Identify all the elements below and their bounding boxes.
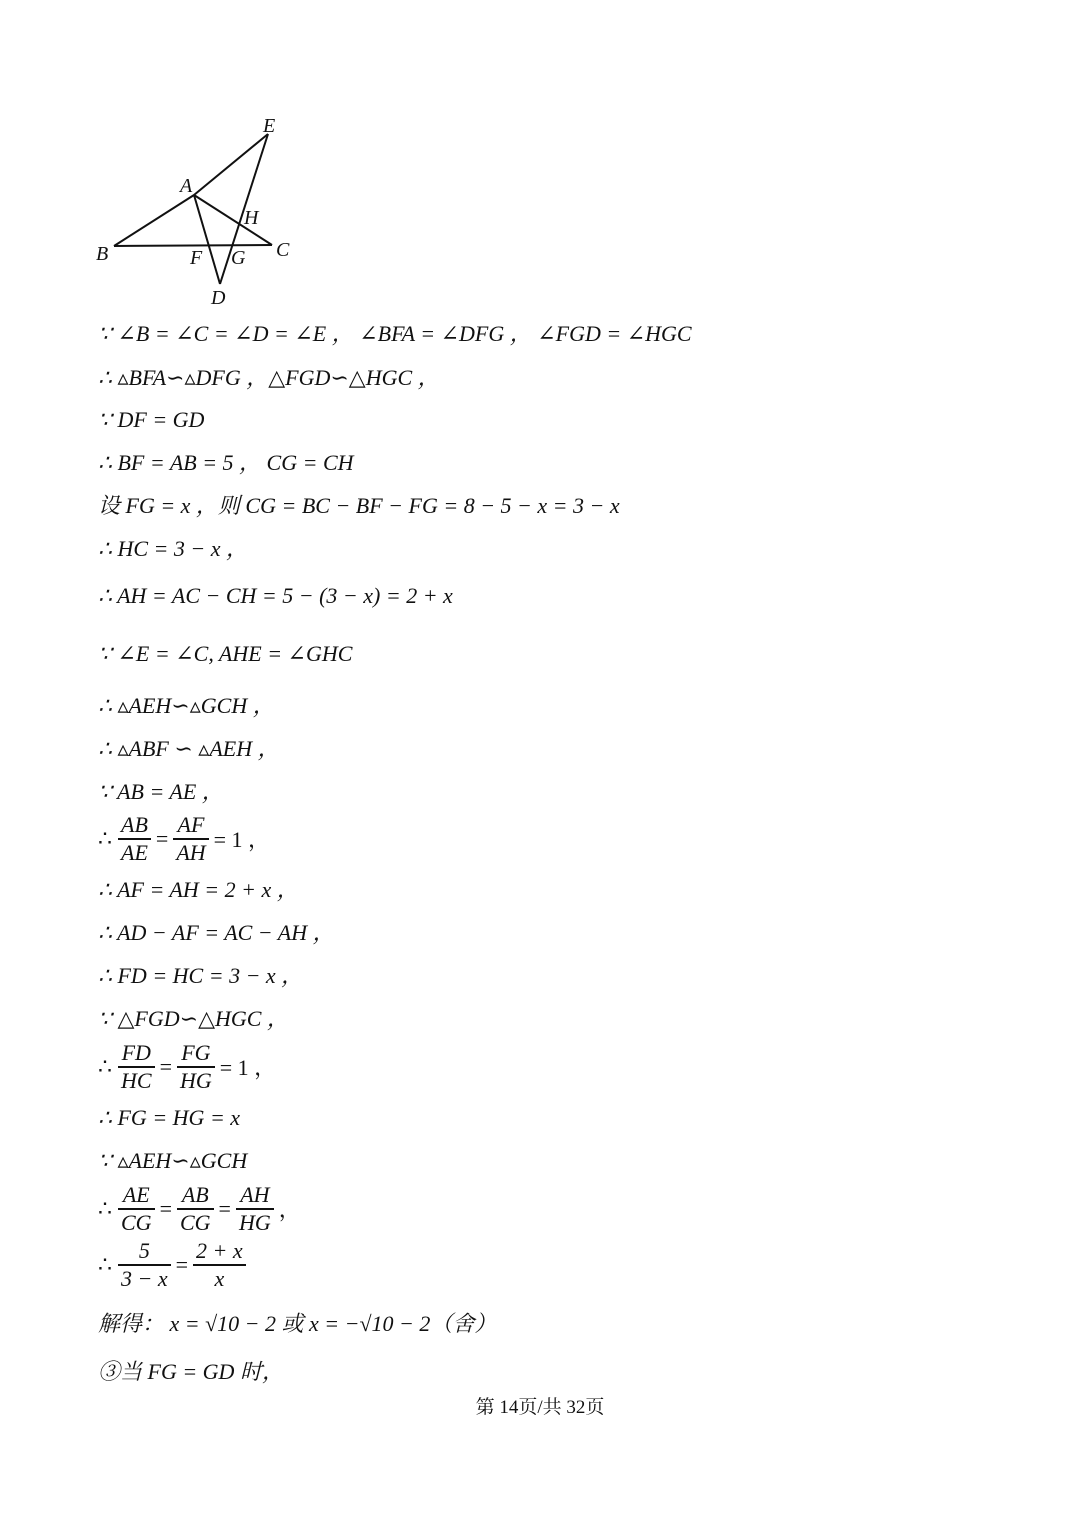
numerator: FD: [121, 1040, 151, 1065]
denominator: AH: [176, 839, 206, 865]
proof-line: ∴ AH = AC − CH = 5 − (3 − x) = 2 + x: [98, 583, 453, 608]
denominator: CG: [121, 1209, 152, 1235]
proof-line: ∴ ▵BFA∽▵DFG ，△FGD∽△HGC ，: [98, 365, 440, 390]
denominator: x: [214, 1265, 225, 1291]
therefore-symbol: ∴: [98, 1053, 112, 1079]
equals-sign: =: [218, 1195, 231, 1221]
fraction: [118, 1238, 171, 1292]
equation-tail: = 1 ，: [219, 1055, 277, 1081]
proof-line: 解得： x = √10 − 2 或 x = −√10 − 2（舍）: [98, 1311, 497, 1336]
numerator: AH: [240, 1182, 270, 1207]
label-d: D: [211, 287, 226, 309]
label-e: E: [263, 115, 276, 137]
denominator: 3 − x: [121, 1265, 168, 1291]
segment-ae: [194, 134, 268, 195]
proof-line: ∴ FG = HG = x: [98, 1105, 241, 1130]
proof-line: ∴ ▵ABF ∽ ▵AEH ，: [98, 736, 280, 761]
numerator: 5: [138, 1238, 150, 1263]
equation-tail: ，: [278, 1197, 301, 1223]
proof-line: ∵ ∠B = ∠C = ∠D = ∠E ， ∠BFA = ∠DFG ， ∠FGD = ∠HGC: [98, 321, 692, 346]
label-a: A: [180, 175, 193, 197]
equals-sign: =: [159, 1195, 172, 1221]
fraction-equation: [98, 1182, 304, 1236]
label-g: G: [231, 247, 246, 269]
segment-bc: [114, 245, 272, 246]
fraction-equation: [98, 1238, 248, 1292]
page-footer: 第 14页/共 32页: [475, 1397, 605, 1418]
label-b: B: [96, 243, 109, 265]
fraction: [177, 1182, 214, 1236]
denominator: CG: [179, 1209, 211, 1235]
fraction: [173, 812, 208, 866]
equals-sign: =: [175, 1251, 189, 1277]
numerator: AE: [122, 1182, 150, 1207]
proof-line: ∵ DF = GD: [98, 407, 205, 432]
proof-line: ∴ ▵AEH∽▵GCH ，: [98, 693, 275, 718]
label-f: F: [190, 247, 203, 269]
denominator: HG: [238, 1209, 271, 1235]
fraction: [193, 1238, 246, 1292]
segment-ba: [114, 195, 194, 246]
fraction: [236, 1182, 274, 1236]
triangle-figure: [88, 108, 318, 318]
denominator: HG: [179, 1067, 212, 1093]
proof-line: ∵ ▵AEH∽▵GCH: [98, 1148, 248, 1173]
numerator: 2 + x: [196, 1238, 243, 1263]
numerator: AF: [177, 812, 205, 837]
equals-sign: =: [155, 825, 169, 851]
numerator: FG: [181, 1040, 211, 1065]
denominator: AE: [121, 839, 148, 865]
label-c: C: [276, 239, 290, 261]
fraction: [118, 812, 151, 866]
numerator: AB: [121, 812, 148, 837]
fraction: [118, 1040, 155, 1094]
proof-line: ∴ BF = AB = 5 ， CG = CH: [98, 450, 354, 475]
proof-line: ∴ FD = HC = 3 − x ，: [98, 963, 304, 988]
fraction-equation: [98, 1040, 279, 1094]
therefore-symbol: ∴: [98, 825, 112, 851]
equation-tail: = 1 ，: [213, 827, 271, 853]
fraction: [118, 1182, 155, 1236]
equals-sign: =: [159, 1053, 172, 1079]
proof-line: ∵ △FGD∽△HGC ，: [98, 1006, 289, 1031]
geometry-diagram: [88, 108, 318, 318]
therefore-symbol: ∴: [98, 1195, 112, 1221]
proof-line: ∴ HC = 3 − x ，: [98, 536, 249, 561]
proof-line: ③当 FG = GD 时，: [98, 1359, 284, 1384]
denominator: HC: [121, 1067, 152, 1093]
proof-line: ∴ AD − AF = AC − AH ，: [98, 920, 335, 945]
fraction-equation: [98, 812, 273, 866]
proof-line: ∵ AB = AE ，: [98, 779, 224, 804]
therefore-symbol: ∴: [98, 1251, 112, 1277]
proof-line: ∴ AF = AH = 2 + x ，: [98, 877, 299, 902]
proof-line: ∵ ∠E = ∠C, AHE = ∠GHC: [98, 641, 353, 666]
label-h: H: [244, 207, 259, 229]
numerator: AB: [181, 1182, 209, 1207]
fraction: [177, 1040, 215, 1094]
proof-line: 设 FG = x ，则 CG = BC − BF − FG = 8 − 5 − x = 3 − x: [98, 493, 620, 518]
